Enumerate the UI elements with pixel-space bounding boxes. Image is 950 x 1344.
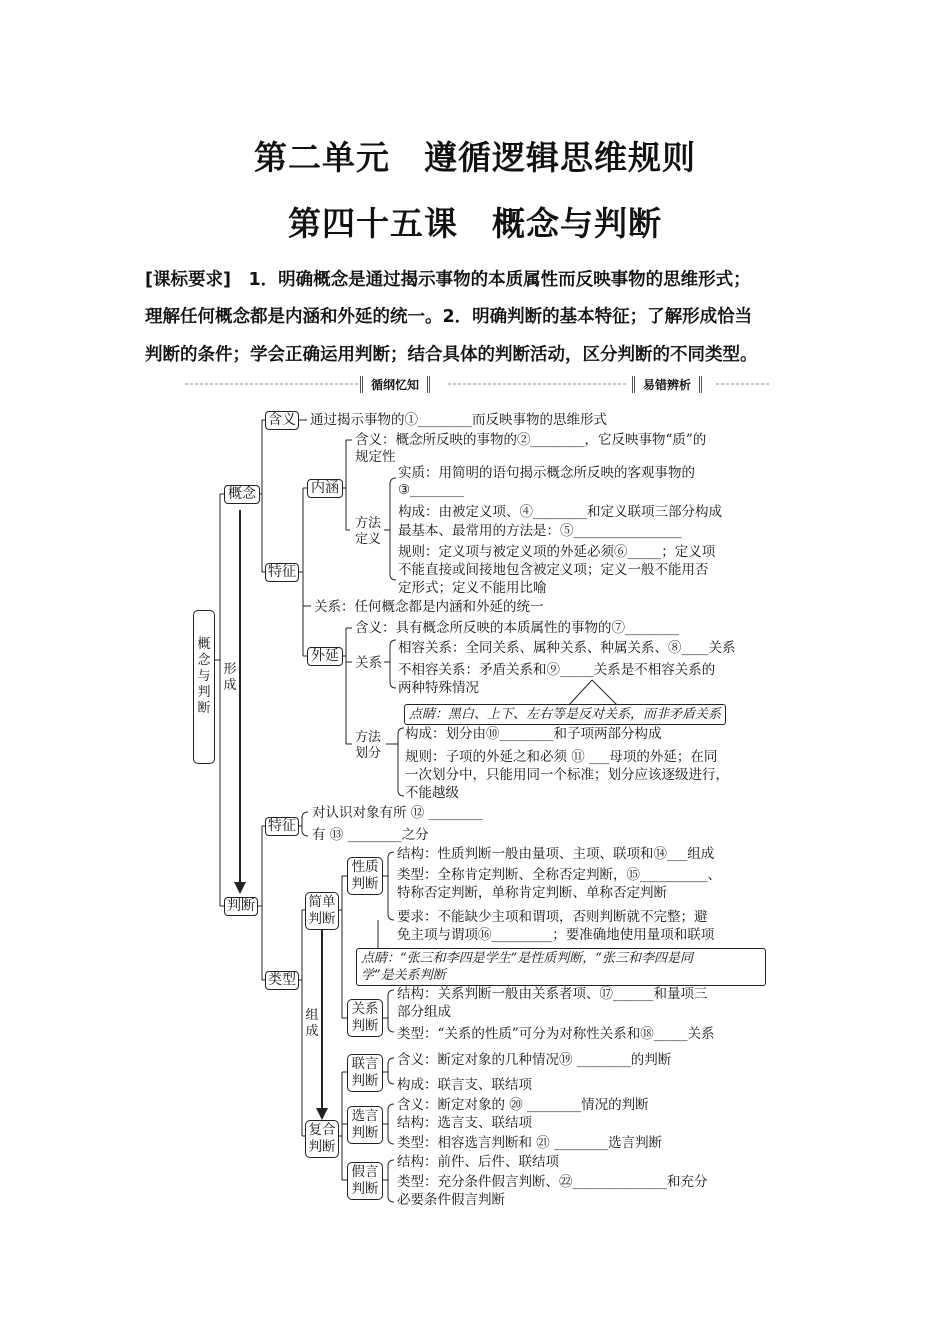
judgment-feature-box: 特征 <box>265 817 299 836</box>
root-label: 概念与判断 <box>197 637 211 716</box>
requirements-line-2: 理解任何概念都是内涵和外延的统一。2．明确判断的基本特征；了解形成恰当 <box>145 307 753 327</box>
definition-essence-1: 实质：用简明的语句揭示概念所反映的客观事物的 <box>398 465 695 481</box>
definition-structure: 构成：由被定义项、④________和定义联项三部分构成 <box>398 504 722 520</box>
division-structure: 构成：划分由⑩________和子项两部分构成 <box>405 726 662 742</box>
relation-structure-2: 部分组成 <box>397 1004 451 1020</box>
section-tab-mistakes-label: 易错辨析 <box>643 378 692 392</box>
concept-feature-box: 特征 <box>265 563 299 582</box>
judgment-type-box: 类型 <box>265 971 299 990</box>
conjunctive-judgment-label: 联言判断 <box>351 1056 379 1089</box>
relation-structure-1: 结构：关系判断一般由关系者项、⑰______和量项三 <box>397 986 708 1002</box>
property-judgment-label: 性质判断 <box>351 859 379 892</box>
relation-judgment-label: 关系判断 <box>351 1001 379 1034</box>
disjunctive-judgment-box <box>347 1106 383 1144</box>
conjunctive-meaning: 含义：断定对象的几种情况⑲ ________的判断 <box>397 1052 672 1068</box>
disjunctive-meaning: 含义：断定对象的 ⑳ ________情况的判断 <box>397 1097 649 1113</box>
definition-method-label: 方法定义 <box>354 516 381 547</box>
section-tab-mistakes[interactable] <box>632 376 702 393</box>
concept-box: 概念 <box>224 485 260 504</box>
division-rule-2: 一次划分中，只能用同一个标准；划分应该逐级进行， <box>405 767 729 783</box>
intension-meaning-2: 规定性 <box>355 449 396 465</box>
lesson-title: 第四十五课 概念与判断 <box>288 204 662 243</box>
extension-relation-label: 关系 <box>355 655 382 671</box>
division-rule-1: 规则：子项的外延之和必须 ⑪ ___母项的外延；在同 <box>405 749 718 765</box>
judgment-box: 判断 <box>224 897 258 916</box>
concept-meaning-box: 含义 <box>265 411 299 430</box>
requirements-line-3: 判断的条件；学会正确运用判断；结合具体的判断活动，区分判断的不同类型。 <box>145 345 758 365</box>
concept-relation: 关系：任何概念都是内涵和外延的统一 <box>314 599 544 615</box>
unit-title: 第二单元 遵循逻辑思维规则 <box>254 138 696 177</box>
requirements-line-1: [课标要求] 1．明确概念是通过揭示事物的本质属性而反映事物的思维形式； <box>145 270 751 290</box>
property-judgment-box <box>347 857 383 895</box>
hypothetical-types-1: 类型：充分条件假言判断、㉒______________和充分 <box>397 1174 708 1190</box>
concept-meaning: 通过揭示事物的①________而反映事物的思维形式 <box>310 412 607 428</box>
relation-types: 类型：“关系的性质”可分为对称性关系和⑱_____关系 <box>397 1026 715 1042</box>
section-tab-review[interactable] <box>360 376 430 393</box>
incompatible-relation-2: 两种特殊情况 <box>398 680 479 696</box>
simple-judgment-label: 简单判断 <box>308 894 336 927</box>
hypothetical-judgment-label: 假言判断 <box>351 1164 379 1197</box>
tip-property-vs-relation <box>356 948 766 986</box>
tip-property-vs-relation-2: 学”是关系判断 <box>361 968 446 983</box>
form-label: 形成 <box>223 662 237 693</box>
compose-label: 组成 <box>305 1008 319 1039</box>
conjunctive-structure: 构成：联言支、联结项 <box>397 1077 532 1093</box>
extension-box: 外延 <box>307 647 343 666</box>
intension-meaning-1: 含义：概念所反映的事物的②________，它反映事物“质”的 <box>355 432 707 448</box>
definition-basic-method: 最基本、最常用的方法是：⑤________________ <box>398 523 682 539</box>
relation-judgment-box <box>347 999 383 1037</box>
tip-opposite-relation: 点睛：黑白、上下、左右等是反对关系，而非矛盾关系 <box>404 704 726 725</box>
root-box <box>193 610 215 764</box>
property-types-1: 类型：全称肯定判断、全称否定判断，⑮__________、 <box>397 867 721 883</box>
compound-judgment-box <box>305 1120 339 1158</box>
judgment-feature-2: 有 ⑬ ________之分 <box>312 827 429 843</box>
section-tab-review-label: 循纲忆知 <box>371 378 420 392</box>
incompatible-relation-1: 不相容关系：矛盾关系和⑨_____关系是不相容关系的 <box>398 662 716 678</box>
definition-essence-2: ③________ <box>398 482 465 498</box>
property-requirement-1: 要求：不能缺少主项和谓项，否则判断就不完整；避 <box>397 909 708 925</box>
tip-property-vs-relation-1: 点睛：“张三和李四是学生”是性质判断，“张三和李四是同 <box>361 951 693 966</box>
hypothetical-types-2: 必要条件假言判断 <box>397 1192 505 1208</box>
compatible-relation: 相容关系：全同关系、属种关系、种属关系、⑧____关系 <box>398 640 736 656</box>
compound-judgment-label: 复合判断 <box>308 1122 336 1155</box>
division-rule-3: 不能越级 <box>405 785 459 801</box>
property-requirement-2: 免主项与谓项⑯_________；要准确地使用量项和联项 <box>397 927 715 943</box>
definition-rule-2: 不能直接或间接地包含被定义项；定义一般不能用否 <box>398 562 709 578</box>
intension-box: 内涵 <box>307 479 343 498</box>
disjunctive-structure: 结构：选言支、联结项 <box>397 1115 532 1131</box>
hypothetical-judgment-box <box>347 1162 383 1200</box>
property-structure: 结构：性质判断一般由量项、主项、联项和⑭___组成 <box>397 846 715 862</box>
definition-rule-3: 定形式；定义不能用比喻 <box>398 580 547 596</box>
conjunctive-judgment-box <box>347 1054 383 1092</box>
simple-judgment-box <box>305 892 339 930</box>
disjunctive-judgment-label: 选言判断 <box>351 1108 379 1141</box>
hypothetical-structure: 结构：前件、后件、联结项 <box>397 1154 559 1170</box>
extension-meaning: 含义：具有概念所反映的本质属性的事物的⑦________ <box>355 620 679 636</box>
definition-rule-1: 规则：定义项与被定义项的外延必须⑥_____；定义项 <box>398 544 716 560</box>
division-method-label: 方法划分 <box>354 730 381 761</box>
disjunctive-types: 类型：相容选言判断和 ㉑ ________选言判断 <box>397 1135 663 1151</box>
property-types-2: 特称否定判断，单称肯定判断、单称否定判断 <box>397 885 667 901</box>
judgment-feature-1: 对认识对象有所 ⑫ ________ <box>312 805 483 821</box>
